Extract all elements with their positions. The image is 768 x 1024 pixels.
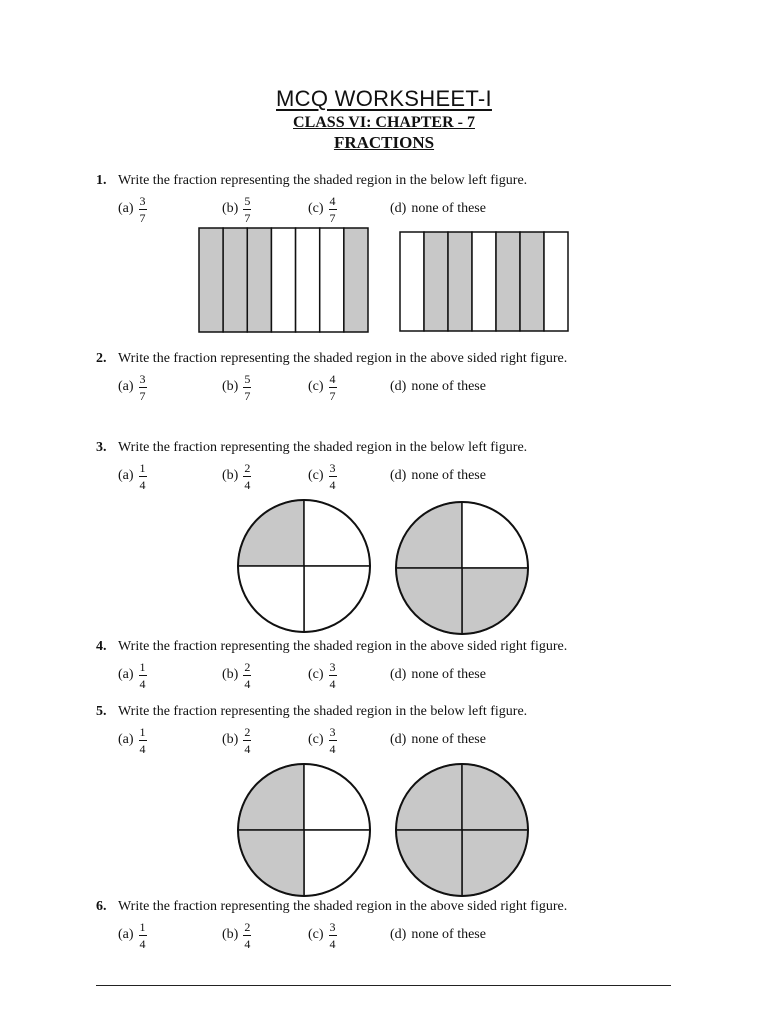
bar-figure-left bbox=[199, 228, 368, 332]
question-number: 5. bbox=[96, 704, 107, 719]
option-a bbox=[118, 191, 147, 227]
option-c bbox=[308, 458, 337, 494]
fraction bbox=[329, 462, 337, 491]
bar-part bbox=[400, 232, 424, 331]
option-label: (d) bbox=[390, 468, 407, 483]
bar-part bbox=[344, 228, 368, 332]
option-c bbox=[308, 657, 337, 693]
option-label: (d) bbox=[390, 927, 407, 942]
numerator: 2 bbox=[244, 460, 251, 475]
question-6 bbox=[96, 899, 716, 915]
numerator: 3 bbox=[139, 371, 146, 386]
circle-figures-1 bbox=[236, 496, 532, 636]
option-label: (a) bbox=[118, 732, 134, 747]
option-label: (d) bbox=[390, 379, 407, 394]
fraction bbox=[329, 373, 337, 402]
question-4 bbox=[96, 639, 716, 655]
option-label: (a) bbox=[118, 927, 134, 942]
fraction bbox=[139, 726, 147, 755]
option-label: (a) bbox=[118, 379, 134, 394]
option-b bbox=[222, 917, 251, 953]
bar-part bbox=[544, 232, 568, 331]
fraction bbox=[329, 726, 337, 755]
fraction bbox=[243, 195, 251, 224]
circle-figure-right bbox=[396, 502, 528, 634]
chapter-name: FRACTIONS bbox=[333, 133, 435, 152]
bar-figures bbox=[198, 227, 570, 333]
question-text: Write the fraction representing the shaded region in the above sided right figure. bbox=[118, 351, 568, 366]
option-d bbox=[390, 722, 486, 758]
circle-figure-right bbox=[396, 764, 528, 896]
option-text: none of these bbox=[411, 468, 486, 483]
option-label: (b) bbox=[222, 927, 239, 942]
options-q2 bbox=[118, 369, 618, 405]
option-label: (b) bbox=[222, 379, 239, 394]
options-q3 bbox=[118, 458, 618, 494]
option-d bbox=[390, 657, 486, 693]
numerator: 3 bbox=[329, 460, 336, 475]
bar-part bbox=[496, 232, 520, 331]
denominator: 7 bbox=[244, 388, 251, 403]
option-label: (d) bbox=[390, 667, 407, 682]
option-b bbox=[222, 458, 251, 494]
question-text: Write the fraction representing the shaded region in the above sided right figure. bbox=[118, 899, 568, 914]
denominator: 4 bbox=[139, 741, 146, 756]
question-1 bbox=[96, 173, 716, 189]
bar-part bbox=[199, 228, 223, 332]
fraction bbox=[139, 921, 147, 950]
bar-part bbox=[424, 232, 448, 331]
fraction bbox=[243, 373, 251, 402]
bar-part bbox=[472, 232, 496, 331]
denominator: 7 bbox=[244, 210, 251, 225]
numerator: 2 bbox=[244, 724, 251, 739]
denominator: 4 bbox=[329, 741, 336, 756]
option-text: none of these bbox=[411, 379, 486, 394]
worksheet-title: MCQ WORKSHEET-I bbox=[276, 86, 492, 111]
options-q6 bbox=[118, 917, 618, 953]
numerator: 3 bbox=[329, 919, 336, 934]
option-a bbox=[118, 722, 147, 758]
question-text: Write the fraction representing the shaded region in the below left figure. bbox=[118, 704, 528, 719]
fraction bbox=[139, 462, 147, 491]
numerator: 3 bbox=[139, 193, 146, 208]
option-b bbox=[222, 191, 251, 227]
numerator: 4 bbox=[329, 371, 336, 386]
question-number: 1. bbox=[96, 173, 107, 188]
question-number: 4. bbox=[96, 639, 107, 654]
question-5 bbox=[96, 704, 716, 720]
option-c bbox=[308, 722, 337, 758]
option-a bbox=[118, 917, 147, 953]
option-c bbox=[308, 917, 337, 953]
fraction bbox=[139, 661, 147, 690]
option-d bbox=[390, 917, 486, 953]
option-d bbox=[390, 458, 486, 494]
numerator: 2 bbox=[244, 659, 251, 674]
option-label: (b) bbox=[222, 732, 239, 747]
option-text: none of these bbox=[411, 732, 486, 747]
denominator: 4 bbox=[139, 676, 146, 691]
circle-figure-left bbox=[238, 764, 370, 896]
options-q5 bbox=[118, 722, 618, 758]
option-c bbox=[308, 191, 337, 227]
option-b bbox=[222, 657, 251, 693]
fraction bbox=[329, 195, 337, 224]
option-label: (a) bbox=[118, 468, 134, 483]
denominator: 4 bbox=[139, 936, 146, 951]
options-q1 bbox=[118, 191, 618, 227]
option-d bbox=[390, 191, 486, 227]
denominator: 4 bbox=[329, 936, 336, 951]
option-a bbox=[118, 369, 147, 405]
fraction bbox=[329, 921, 337, 950]
numerator: 1 bbox=[139, 659, 146, 674]
option-text: none of these bbox=[411, 201, 486, 216]
question-text: Write the fraction representing the shaded region in the below left figure. bbox=[118, 173, 528, 188]
fraction bbox=[243, 726, 251, 755]
option-label: (c) bbox=[308, 667, 324, 682]
denominator: 4 bbox=[329, 477, 336, 492]
question-number: 2. bbox=[96, 351, 107, 366]
denominator: 7 bbox=[139, 388, 146, 403]
bar-part bbox=[520, 232, 544, 331]
question-3 bbox=[96, 440, 716, 456]
option-b bbox=[222, 722, 251, 758]
option-label: (c) bbox=[308, 732, 324, 747]
denominator: 4 bbox=[244, 936, 251, 951]
numerator: 5 bbox=[244, 371, 251, 386]
option-label: (c) bbox=[308, 927, 324, 942]
numerator: 1 bbox=[139, 460, 146, 475]
option-label: (c) bbox=[308, 379, 324, 394]
fraction bbox=[139, 373, 147, 402]
bar-part bbox=[296, 228, 320, 332]
options-q4 bbox=[118, 657, 618, 693]
fraction bbox=[243, 921, 251, 950]
circle-figure-left bbox=[238, 500, 370, 632]
option-d bbox=[390, 369, 486, 405]
denominator: 7 bbox=[329, 388, 336, 403]
option-a bbox=[118, 657, 147, 693]
denominator: 4 bbox=[244, 676, 251, 691]
denominator: 4 bbox=[244, 741, 251, 756]
option-label: (d) bbox=[390, 732, 407, 747]
class-chapter-heading: CLASS VI: CHAPTER - 7 bbox=[293, 114, 475, 131]
option-label: (b) bbox=[222, 667, 239, 682]
fraction bbox=[243, 462, 251, 491]
denominator: 4 bbox=[139, 477, 146, 492]
numerator: 3 bbox=[329, 724, 336, 739]
option-text: none of these bbox=[411, 667, 486, 682]
option-c bbox=[308, 369, 337, 405]
option-label: (b) bbox=[222, 201, 239, 216]
option-label: (a) bbox=[118, 667, 134, 682]
bar-part bbox=[223, 228, 247, 332]
circle-figures-2 bbox=[236, 760, 532, 900]
question-text: Write the fraction representing the shaded region in the below left figure. bbox=[118, 440, 528, 455]
numerator: 1 bbox=[139, 724, 146, 739]
denominator: 7 bbox=[139, 210, 146, 225]
option-label: (b) bbox=[222, 468, 239, 483]
bar-part bbox=[448, 232, 472, 331]
bar-part bbox=[320, 228, 344, 332]
option-label: (c) bbox=[308, 201, 324, 216]
numerator: 5 bbox=[244, 193, 251, 208]
numerator: 3 bbox=[329, 659, 336, 674]
fraction bbox=[329, 661, 337, 690]
bar-part bbox=[271, 228, 295, 332]
numerator: 2 bbox=[244, 919, 251, 934]
question-text: Write the fraction representing the shaded region in the above sided right figure. bbox=[118, 639, 568, 654]
numerator: 4 bbox=[329, 193, 336, 208]
question-2 bbox=[96, 351, 716, 367]
option-label: (c) bbox=[308, 468, 324, 483]
numerator: 1 bbox=[139, 919, 146, 934]
denominator: 7 bbox=[329, 210, 336, 225]
option-label: (a) bbox=[118, 201, 134, 216]
bar-figure-right bbox=[400, 232, 568, 331]
question-number: 6. bbox=[96, 899, 107, 914]
option-text: none of these bbox=[411, 927, 486, 942]
bottom-divider bbox=[96, 985, 671, 986]
question-number: 3. bbox=[96, 440, 107, 455]
fraction bbox=[139, 195, 147, 224]
fraction bbox=[243, 661, 251, 690]
option-a bbox=[118, 458, 147, 494]
denominator: 4 bbox=[244, 477, 251, 492]
bar-part bbox=[247, 228, 271, 332]
option-b bbox=[222, 369, 251, 405]
option-label: (d) bbox=[390, 201, 407, 216]
denominator: 4 bbox=[329, 676, 336, 691]
